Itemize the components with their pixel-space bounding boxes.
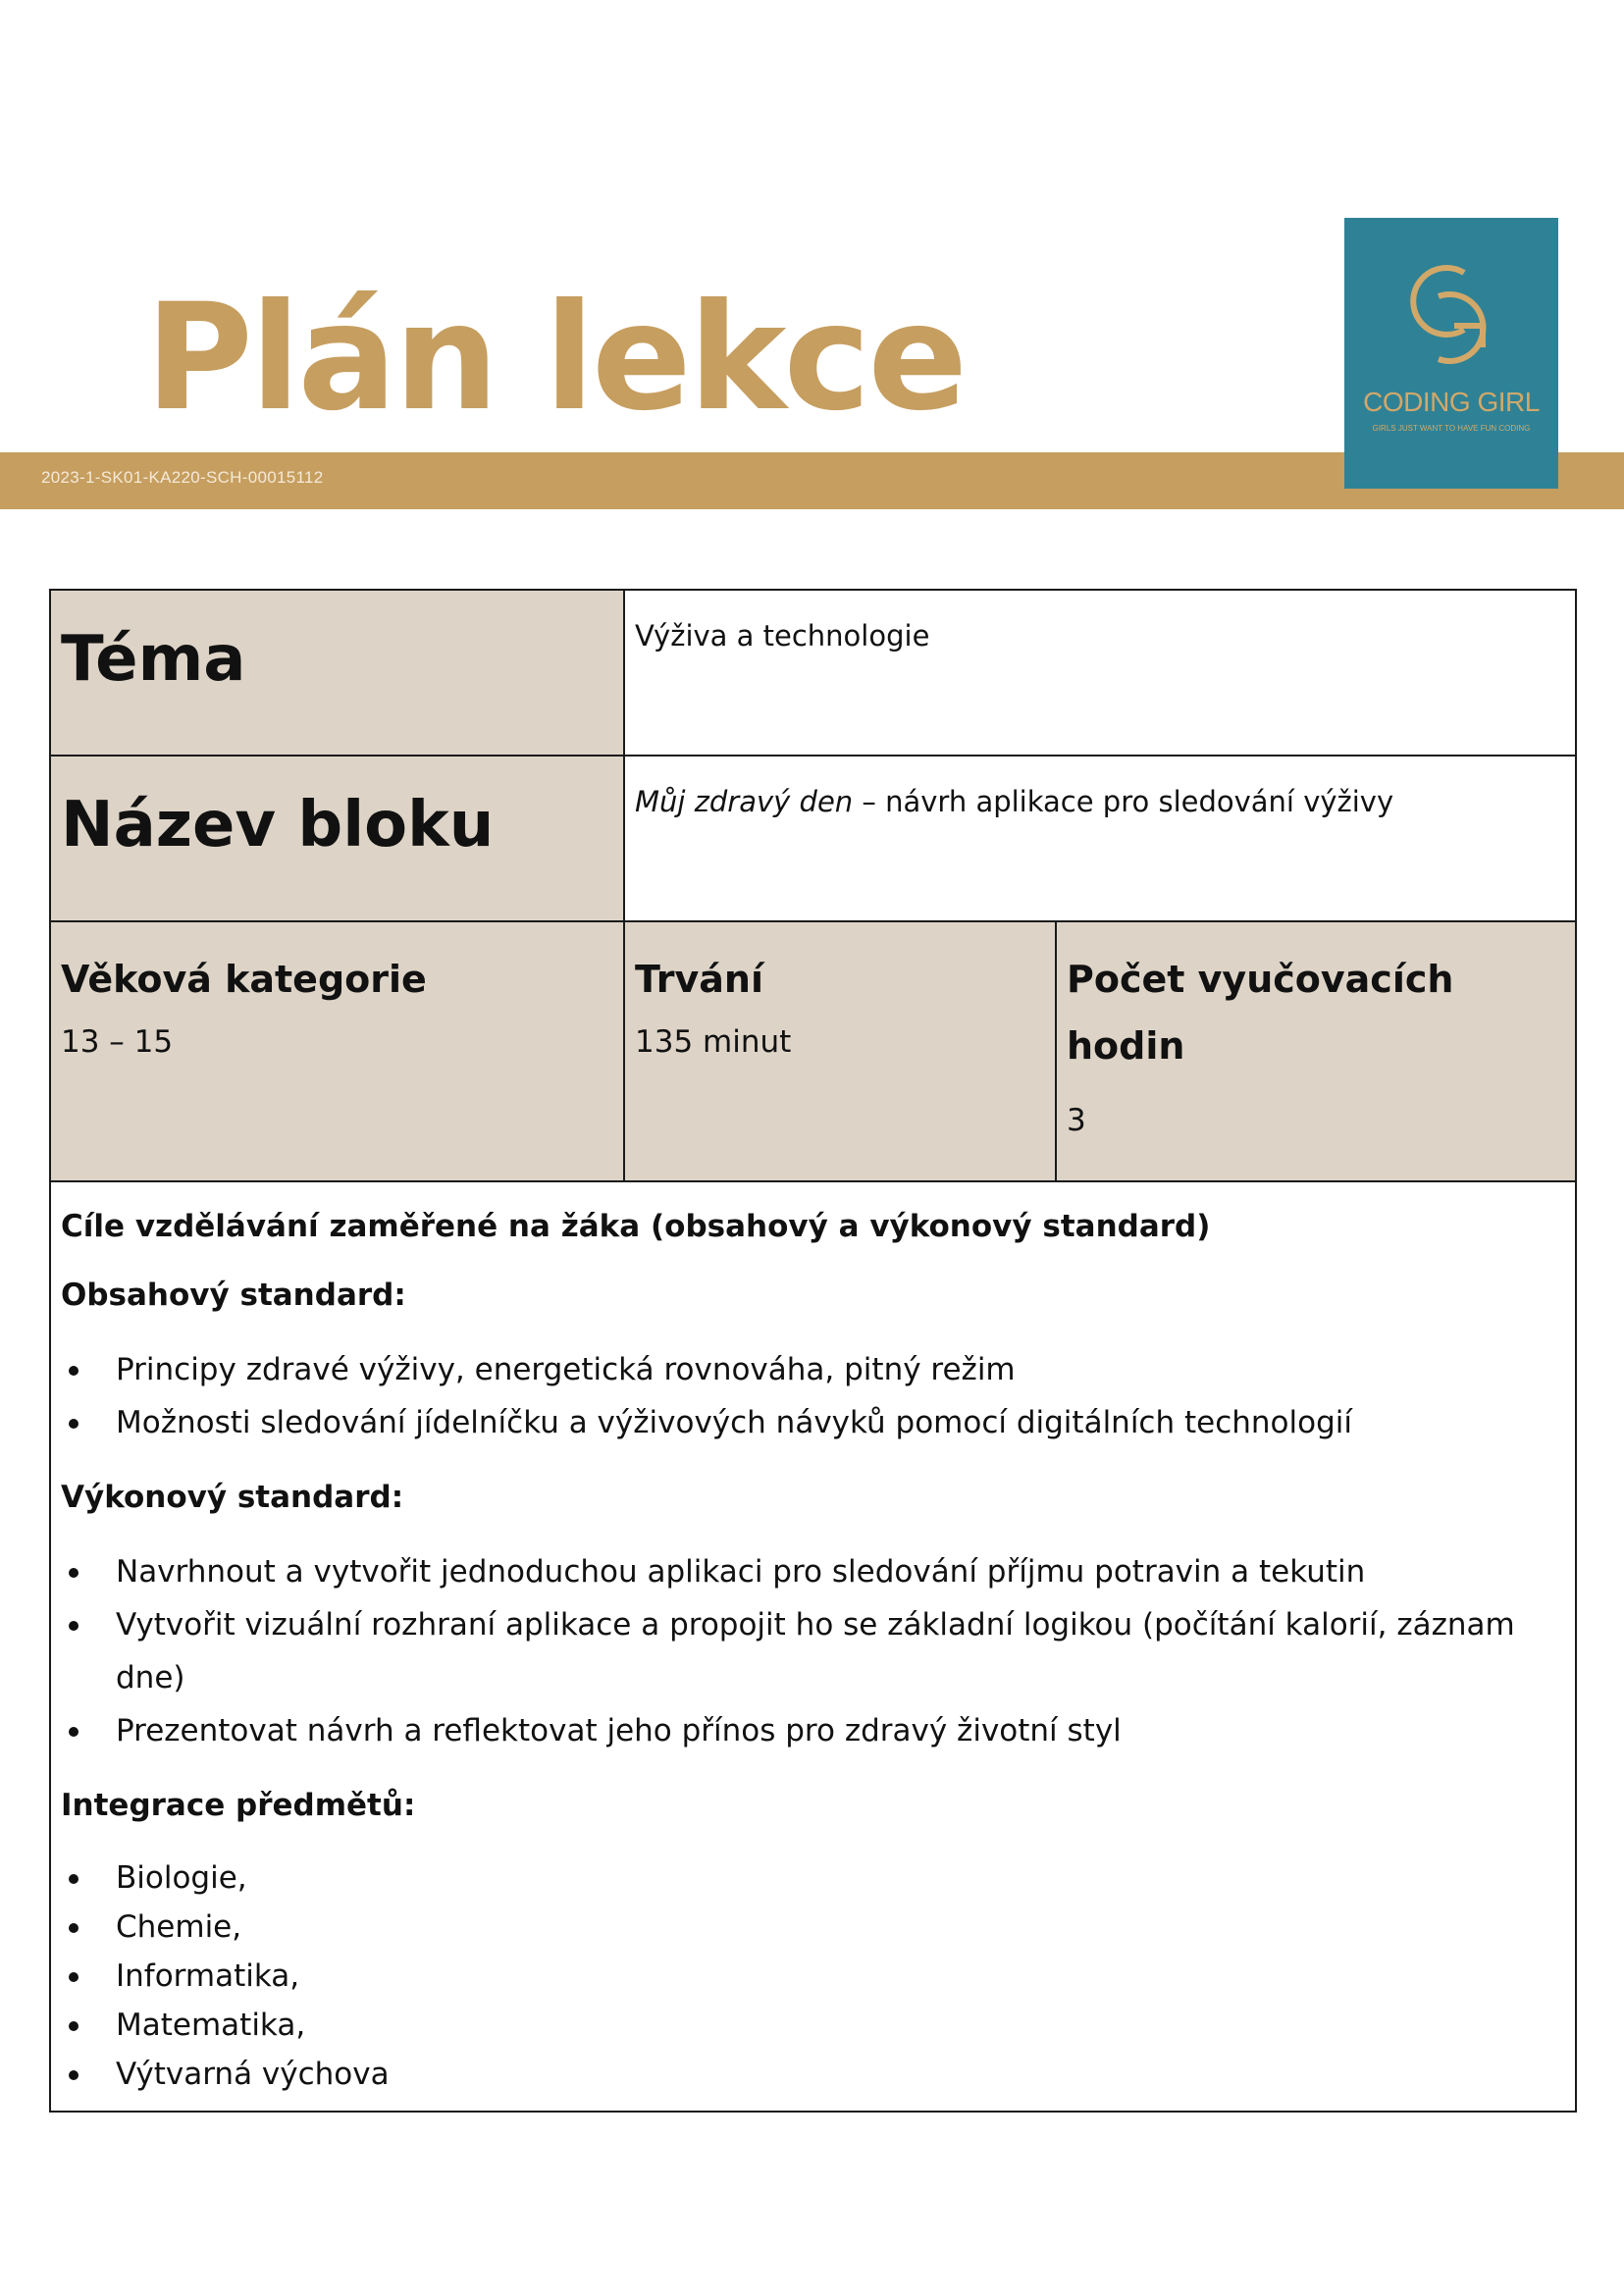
- objectives-heading: Cíle vzdělávání zaměřené na žáka (obsahový a výkonový standard): [61, 1209, 1211, 1244]
- list-item: Principy zdravé výživy, energetická rovnováha, pitný režim: [61, 1343, 1565, 1396]
- block-value-italic: Můj zdravý den: [635, 785, 854, 818]
- list-item: Vytvořit vizuální rozhraní aplikace a propojit ho se základní logikou (počítání kalorií, záznam dne): [61, 1598, 1565, 1704]
- integration-list: [61, 1853, 1565, 2099]
- lesson-plan-table: [49, 589, 1577, 2113]
- objectives-row: [50, 1181, 1576, 2112]
- integration-heading: Integrace předmětů:: [61, 1788, 416, 1823]
- lessons-cell: [1056, 921, 1576, 1181]
- topic-row: [50, 590, 1576, 756]
- list-item: Chemie,: [61, 1903, 1565, 1952]
- topic-label: Téma: [61, 623, 246, 696]
- list-item: Prezentovat návrh a reflektovat jeho přínos pro zdravý životní styl: [61, 1704, 1565, 1757]
- objectives-cell: [50, 1181, 1576, 2112]
- content-standard-list: [61, 1343, 1565, 1449]
- list-item: Výtvarná výchova: [61, 2050, 1565, 2099]
- block-value: [635, 784, 1565, 819]
- duration-cell: [624, 921, 1056, 1181]
- list-item: Informatika,: [61, 1952, 1565, 2001]
- list-item: Navrhnout a vytvořit jednoduchou aplikaci pro sledování příjmu potravin a tekutin: [61, 1545, 1565, 1598]
- project-code: 2023-1-SK01-KA220-SCH-00015112: [41, 468, 324, 487]
- block-row: [50, 756, 1576, 921]
- performance-standard-heading: Výkonový standard:: [61, 1480, 404, 1515]
- age-label: Věková kategorie: [61, 958, 427, 1001]
- coding-girl-logo: [1344, 218, 1558, 489]
- block-value-rest: – návrh aplikace pro sledování výživy: [853, 785, 1394, 818]
- topic-value: Výživa a technologie: [635, 619, 930, 652]
- age-cell: [50, 921, 624, 1181]
- duration-value: 135 minut: [635, 1024, 792, 1060]
- list-item: Biologie,: [61, 1853, 1565, 1903]
- block-label-cell: [50, 756, 624, 921]
- duration-label: Trvání: [635, 958, 763, 1001]
- age-value: 13 – 15: [61, 1024, 174, 1060]
- logo-tagline: GIRLS JUST WANT TO HAVE FUN CODING: [1372, 424, 1531, 433]
- list-item: Matematika,: [61, 2001, 1565, 2050]
- block-label: Název bloku: [61, 789, 495, 861]
- topic-value-cell: [624, 590, 1576, 756]
- list-item: Možnosti sledování jídelníčku a výživových návyků pomocí digitálních technologií: [61, 1396, 1565, 1449]
- page-title: Plán lekce: [145, 273, 966, 444]
- block-value-cell: [624, 756, 1576, 921]
- meta-row: [50, 921, 1576, 1181]
- content-standard-heading: Obsahový standard:: [61, 1278, 406, 1313]
- lessons-value: 3: [1067, 1103, 1086, 1138]
- topic-label-cell: [50, 590, 624, 756]
- lessons-label: Počet vyučovacích hodin: [1067, 958, 1454, 1068]
- logo-name: CODING GIRL: [1363, 387, 1540, 417]
- performance-standard-list: [61, 1545, 1565, 1757]
- cg-monogram-icon: [1395, 257, 1507, 375]
